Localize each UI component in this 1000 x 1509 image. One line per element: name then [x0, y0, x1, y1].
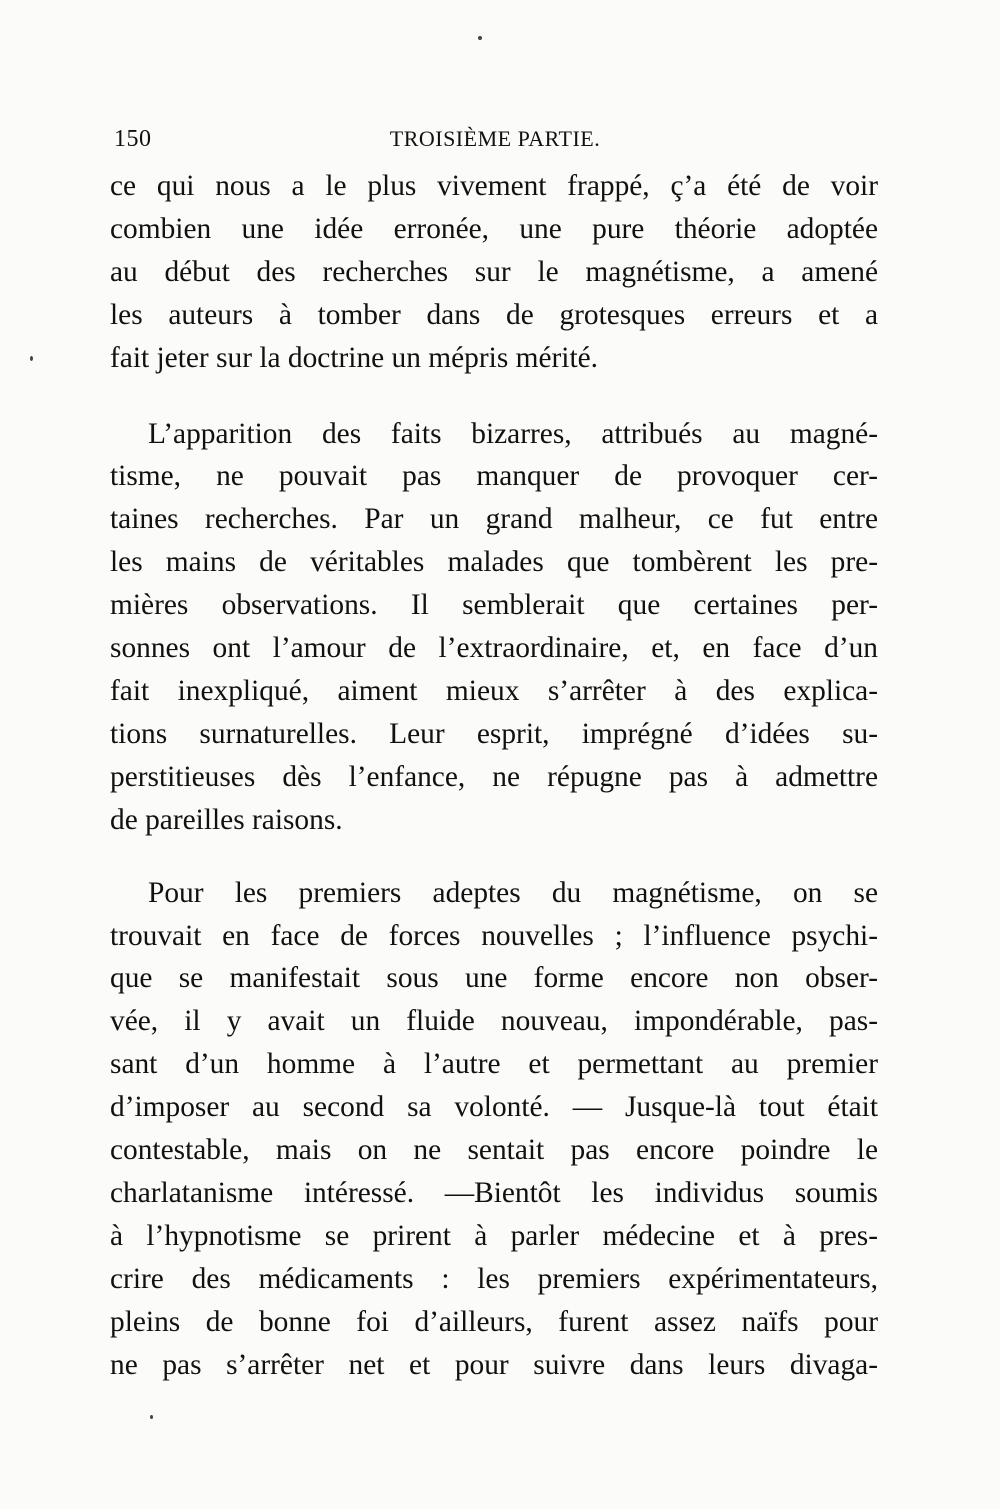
- text-line: de pareilles raisons.: [110, 803, 343, 836]
- text-line: ce qui nous a le plus vivement frappé, ç’a été de voir: [110, 170, 878, 202]
- text-line: au début des recherches sur le magnétisme, a amené: [110, 255, 878, 288]
- text-line: à l’hypnotisme se prirent à parler médecine et à pres-: [110, 1219, 878, 1252]
- text-line: que se manifestait sous une forme encore non obser-: [110, 962, 878, 995]
- text-line: sant d’un homme à l’autre et permettant au premier: [110, 1048, 878, 1081]
- text-line: les auteurs à tomber dans de grotesques erreurs et a: [110, 298, 878, 331]
- text-line: crire des médicaments : les premiers expérimentateurs,: [110, 1262, 878, 1295]
- running-head: [110, 120, 880, 160]
- text-line: Pour les premiers adeptes du magnétisme, on se: [148, 876, 878, 909]
- text-line: ne pas s’arrêter net et pour suivre dans leurs divaga-: [110, 1348, 878, 1381]
- text-line: combien une idée erronée, une pure théorie adoptée: [110, 212, 878, 245]
- paragraph: [110, 165, 878, 380]
- running-title: TROISIÈME PARTIE.: [389, 126, 601, 151]
- text-line: trouvait en face de forces nouvelles ; l’influence psychi-: [110, 919, 878, 952]
- text-line: taines recherches. Par un grand malheur, ce fut entre: [110, 503, 878, 536]
- text-line: pleins de bonne foi d’ailleurs, furent assez naïfs pour: [110, 1305, 878, 1338]
- text-line: les mains de véritables malades que tombèrent les pre-: [110, 546, 878, 579]
- ink-speck: [30, 356, 33, 361]
- text-line: perstitieuses dès l’enfance, ne répugne pas à admettre: [110, 760, 878, 793]
- text-line: tions surnaturelles. Leur esprit, imprégné d’idées su-: [110, 717, 878, 750]
- text-line: L’apparition des faits bizarres, attribués au magné-: [148, 417, 878, 450]
- paragraph: [110, 413, 878, 842]
- text-line: mières observations. Il semblerait que certaines per-: [110, 589, 878, 622]
- text-line: tisme, ne pouvait pas manquer de provoquer cer-: [110, 460, 878, 493]
- text-line: vée, il y avait un fluide nouveau, impondérable, pas-: [110, 1005, 878, 1038]
- text-line: fait inexpliqué, aiment mieux s’arrêter à des explica-: [110, 674, 878, 707]
- paragraph: [110, 872, 878, 1387]
- text-line: contestable, mais on ne sentait pas encore poindre le: [110, 1134, 878, 1167]
- page-number: 150: [114, 126, 152, 152]
- ink-speck: [478, 36, 482, 40]
- ink-speck: [150, 1415, 153, 1419]
- text-line: sonnes ont l’amour de l’extraordinaire, et, en face d’un: [110, 632, 878, 665]
- text-line: fait jeter sur la doctrine un mépris mérité.: [110, 341, 599, 374]
- body-text: [110, 165, 878, 1386]
- text-line: charlatanisme intéressé. —Bientôt les individus soumis: [110, 1176, 878, 1209]
- text-line: d’imposer au second sa volonté. — Jusque-là tout était: [110, 1091, 878, 1124]
